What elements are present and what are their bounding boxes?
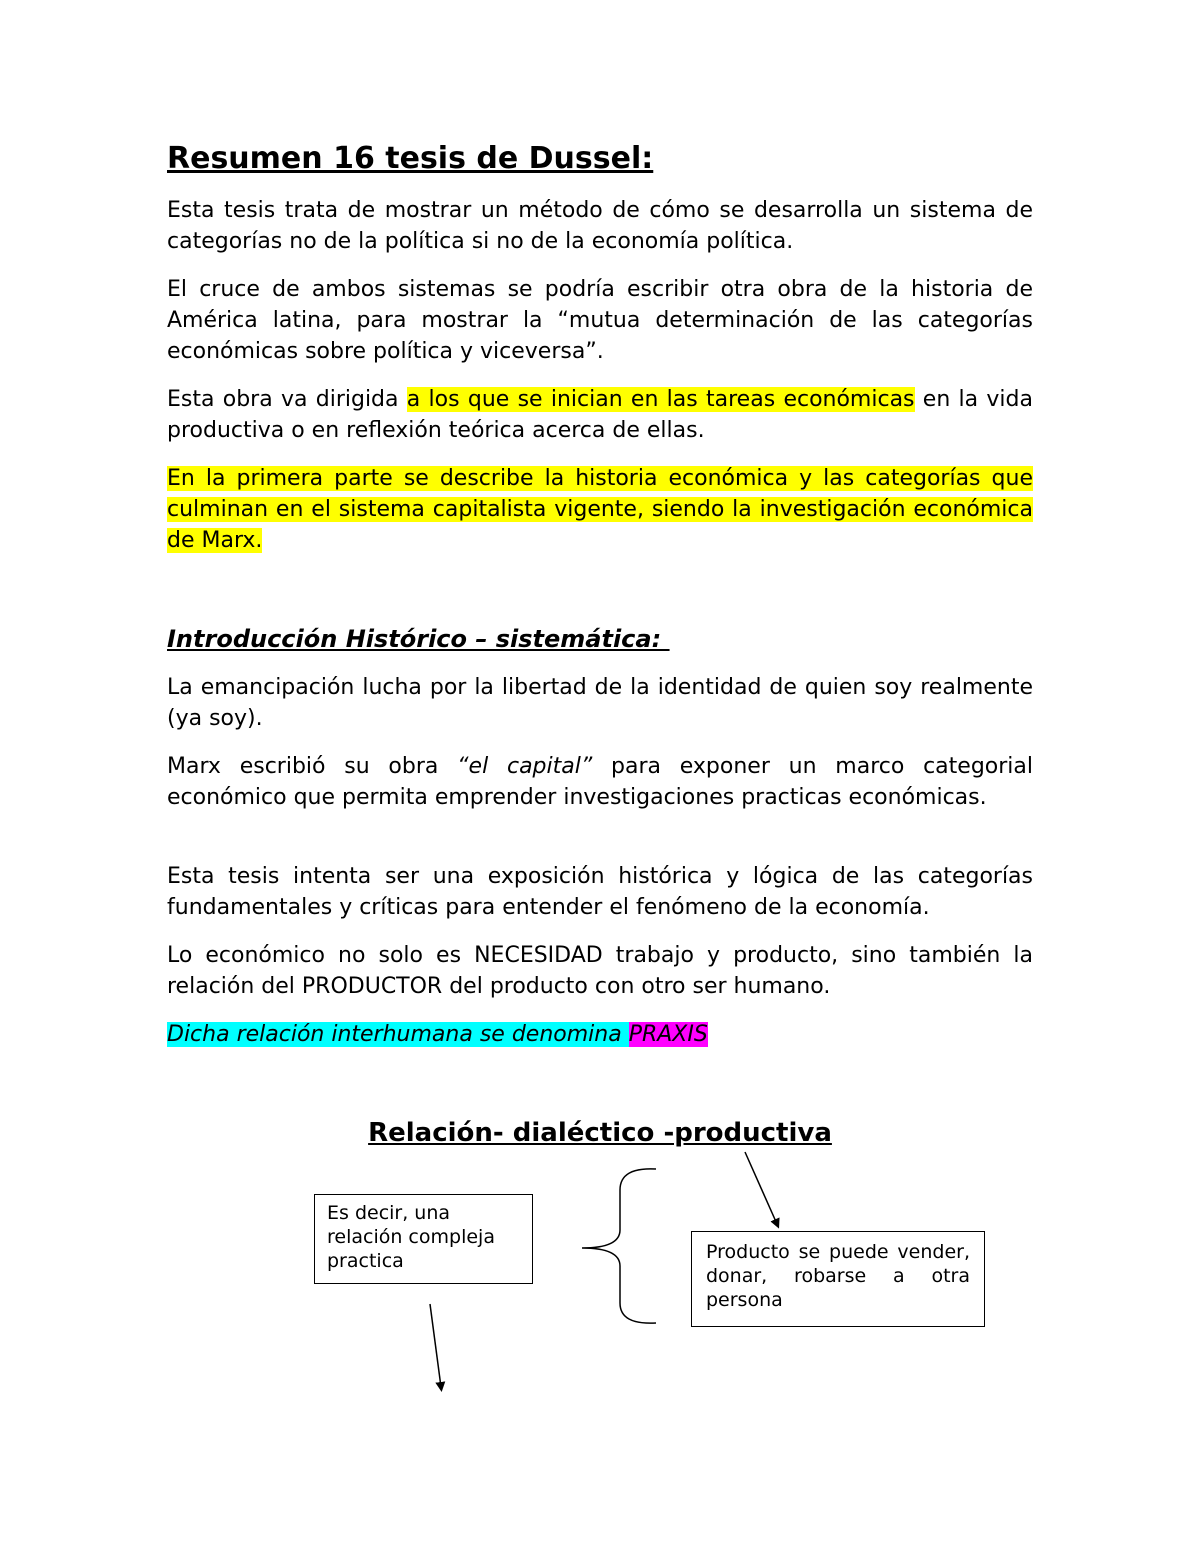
intro-paragraph-3-start: Esta obra va dirigida xyxy=(167,387,407,412)
praxis-definition: Dicha relación interhumana se denomina xyxy=(167,1022,629,1047)
section-paragraph-2 xyxy=(167,751,1033,813)
section-heading: Introducción Histórico – sistemática: xyxy=(167,625,670,653)
section-paragraph-2-end: para exponer un marco categorial económico que permita emprender investigaciones practicas económicas. xyxy=(167,754,1034,810)
relation-box-text: Es decir, una relación compleja practica xyxy=(327,1202,495,1272)
section-paragraph-1: La emancipación lucha por la libertad de la identidad de quien soy realmente (ya soy). xyxy=(167,675,1033,731)
intro-paragraph-4 xyxy=(167,463,1033,556)
section-paragraph-2-start: Marx escribió su obra xyxy=(167,754,458,779)
intro-paragraph-1: Esta tesis trata de mostrar un método de cómo se desarrolla un sistema de categorías no de la política si no de la economía política. xyxy=(167,198,1033,254)
curly-brace xyxy=(582,1169,656,1323)
diagram-title: Relación- dialéctico -productiva xyxy=(368,1118,832,1148)
praxis-sentence xyxy=(167,1019,1033,1050)
highlighted-phrase: a los que se inician en las tareas económicas xyxy=(406,387,915,412)
praxis-term: PRAXIS xyxy=(628,1022,708,1047)
section-paragraph-3: Esta tesis intenta ser una exposición histórica y lógica de las categorías fundamentales y críticas para entender el fenómeno de la economía. xyxy=(167,864,1033,920)
book-title: “el capital” xyxy=(457,754,593,779)
highlighted-paragraph: En la primera parte se describe la historia económica y las categorías que culminan en el sistema capitalista vigente, siendo la investigación económica de Marx. xyxy=(167,466,1033,553)
arrow-to-product xyxy=(745,1152,777,1224)
product-box xyxy=(691,1231,985,1327)
arrow-down xyxy=(430,1304,441,1387)
section-paragraph-4: Lo económico no solo es NECESIDAD trabajo y producto, sino también la relación del PRODUCTOR del producto con otro ser humano. xyxy=(167,943,1033,999)
intro-paragraph-3 xyxy=(167,384,1033,446)
intro-paragraph-2: El cruce de ambos sistemas se podría escribir otra obra de la historia de América latina, para mostrar la “mutua determinación de las categorías económicas sobre política y viceversa”. xyxy=(167,277,1033,364)
relation-box xyxy=(314,1194,533,1284)
product-box-text: Producto se puede vender, donar, robarse a otra persona xyxy=(706,1241,970,1311)
intro-paragraph-3-end: en la vida productiva o en reflexión teórica acerca de ellas. xyxy=(167,387,1033,443)
document-title: Resumen 16 tesis de Dussel: xyxy=(167,141,654,176)
